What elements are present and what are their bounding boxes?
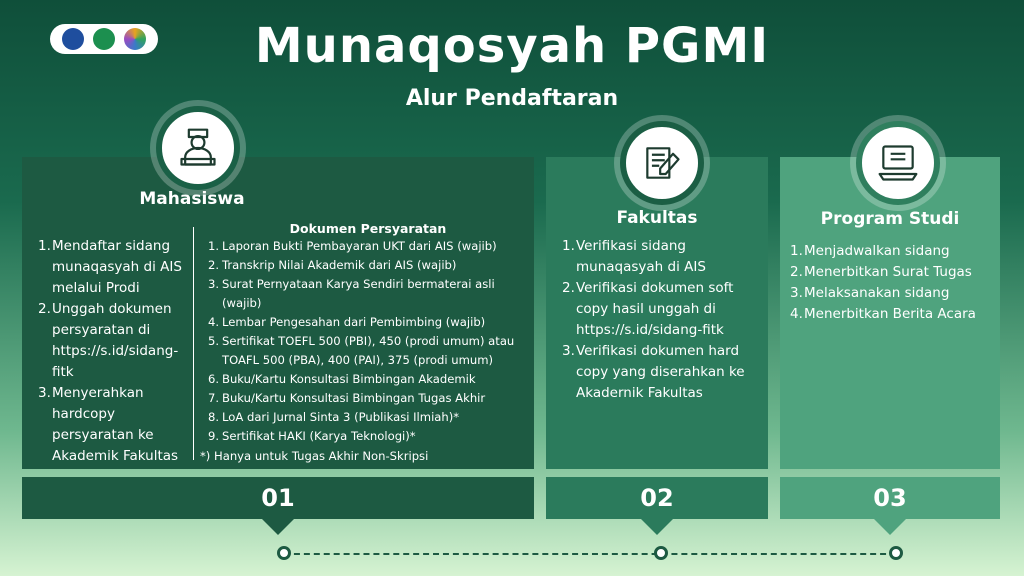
program-studi-steps xyxy=(790,241,990,325)
list-item: 3. Surat Pernyataan Karya Sendiri bermaterai asli (wajib) xyxy=(208,277,495,310)
mahasiswa-steps xyxy=(38,236,188,467)
panel-title-fakultas: Fakultas xyxy=(616,208,698,228)
list-item: 1. Menjadwalkan sidang xyxy=(790,243,950,259)
step-number-03: 03 xyxy=(780,477,1000,519)
list-item: 2. Verifikasi dokumen soft copy hasil unggah di https://s.id/sidang-fitk xyxy=(562,280,734,338)
document-sign-icon xyxy=(620,121,704,205)
pointer-arrow xyxy=(874,519,906,535)
pointer-arrow xyxy=(641,519,673,535)
panel-title-program-studi: Program Studi xyxy=(820,209,960,229)
list-item: 2. Unggah dokumen persyaratan di https://s.id/sidang-fitk xyxy=(38,301,179,380)
step-number-01: 01 xyxy=(22,477,534,519)
list-item: 3. Menyerahkan hardcopy persyaratan ke Akademik Fakultas xyxy=(38,385,179,464)
timeline-dot xyxy=(654,546,668,560)
panel-title-mahasiswa: Mahasiswa xyxy=(139,189,245,209)
docs-note: *) Hanya untuk Tugas Akhir Non-Skripsi xyxy=(200,449,429,463)
list-item: 3. Verifikasi dokumen hard copy yang diserahkan ke Akadernik Fakultas xyxy=(562,343,745,401)
step-number-02: 02 xyxy=(546,477,768,519)
timeline-dot xyxy=(889,546,903,560)
student-icon xyxy=(156,106,240,190)
list-item: 1. Laporan Bukti Pembayaran UKT dari AIS (wajib) xyxy=(208,239,497,253)
timeline-line xyxy=(284,553,896,555)
list-item: 8. LoA dari Jurnal Sinta 3 (Publikasi Ilmiah)* xyxy=(208,410,460,424)
list-item: 4. Menerbitkan Berita Acara xyxy=(790,306,976,322)
list-item: 4. Lembar Pengesahan dari Pembimbing (wajib) xyxy=(208,315,486,329)
list-item: 2. Menerbitkan Surat Tugas xyxy=(790,264,972,280)
docs-list xyxy=(208,237,530,446)
page-title: Munaqosyah PGMI xyxy=(254,18,770,74)
page-subtitle: Alur Pendaftaran xyxy=(405,86,619,111)
divider xyxy=(193,227,194,460)
list-item: 1. Mendaftar sidang munaqasyah di AIS melalui Prodi xyxy=(38,238,182,296)
list-item: 1. Verifikasi sidang munaqasyah di AIS xyxy=(562,238,706,275)
computer-document-icon xyxy=(856,121,940,205)
timeline-dot xyxy=(277,546,291,560)
list-item: 3. Melaksanakan sidang xyxy=(790,285,950,301)
docs-title: Dokumen Persyaratan xyxy=(289,221,447,236)
pointer-arrow xyxy=(262,519,294,535)
list-item: 6. Buku/Kartu Konsultasi Bimbingan Akademik xyxy=(208,372,476,386)
list-item: 2. Transkrip Nilai Akademik dari AIS (wajib) xyxy=(208,258,457,272)
fakultas-steps xyxy=(562,236,762,404)
list-item: 7. Buku/Kartu Konsultasi Bimbingan Tugas Akhir xyxy=(208,391,486,405)
list-item: 9. Sertifikat HAKI (Karya Teknologi)* xyxy=(208,429,416,443)
list-item: 5. Sertifikat TOEFL 500 (PBI), 450 (prodi umum) atau TOAFL 500 (PBA), 400 (PAI), 375 (prodi umum) xyxy=(208,334,515,367)
